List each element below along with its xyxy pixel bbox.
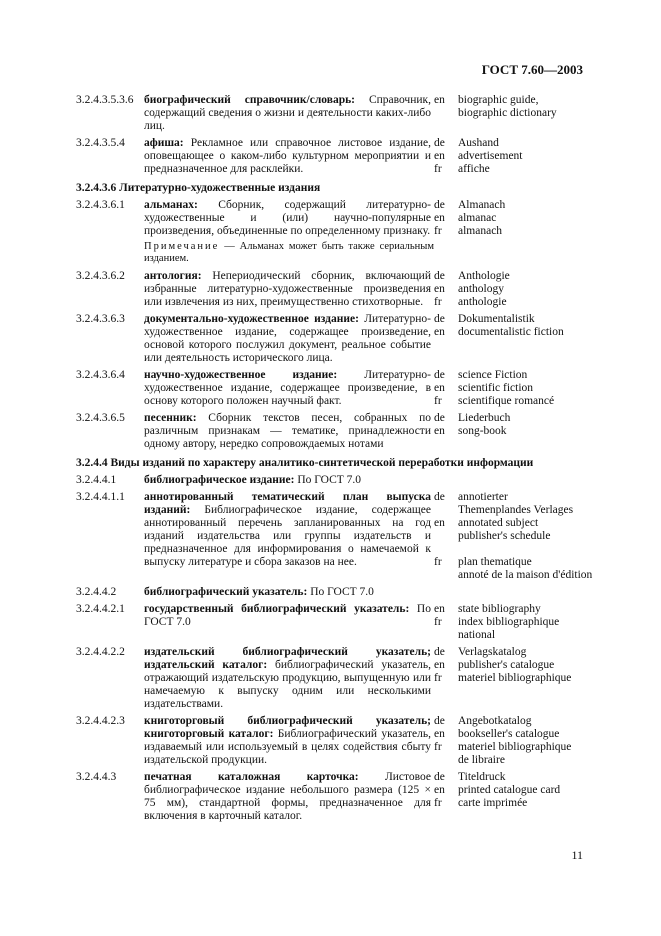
entry-number: 3.2.4.4.1.1 <box>76 491 125 503</box>
language-codes <box>434 586 458 599</box>
translation: Dokumentalistik <box>458 313 535 325</box>
translations <box>458 94 596 133</box>
entry-text: По ГОСТ 7.0 <box>144 603 431 628</box>
entry-definition <box>144 412 434 451</box>
language-code: de <box>434 199 445 211</box>
term-entry <box>76 199 596 238</box>
translation: Almanach <box>458 199 506 211</box>
translation: printed catalogue card <box>458 784 561 796</box>
translation <box>458 543 596 556</box>
page-number: 11 <box>571 848 583 862</box>
entry-term: песенник: <box>144 412 197 424</box>
entry-text: Библиографический указатель, издаваемый или используемый в целях содействия сбыту издательской продукции. <box>144 728 431 766</box>
entry-definition <box>144 94 434 133</box>
entry-term: печатная каталожная карточка: <box>144 771 359 783</box>
note-text: — Альманах может быть также сериальным изданием. <box>144 241 434 264</box>
language-code: fr <box>434 395 442 407</box>
entry-text: библиографический указатель, отражающий издательскую продукцию, выпущенную или намечаемую к выпуску одним или несколькими издательствами. <box>144 659 431 710</box>
entry-number: 3.2.4.3.6.4 <box>76 369 125 381</box>
entry-term: биографический справочник/словарь: <box>144 94 356 106</box>
translation: state bibliography <box>458 603 541 615</box>
language-code <box>434 754 458 767</box>
entry-number: 3.2.4.3.5.4 <box>76 137 125 149</box>
translation: Anthologie <box>458 270 510 282</box>
translation: advertisement <box>458 150 523 162</box>
entry-definition <box>144 270 434 309</box>
language-codes <box>434 313 458 365</box>
language-code: en <box>434 784 445 796</box>
translations <box>458 586 596 599</box>
entry-term: книготорговый библиографический указатель; книготорговый каталог: <box>144 715 431 740</box>
language-code <box>434 107 458 120</box>
translation: anthology <box>458 283 504 295</box>
term-entry <box>76 313 596 365</box>
translation: bookseller's catalogue <box>458 728 560 740</box>
translation: plan thematique <box>458 556 532 568</box>
language-codes <box>434 94 458 133</box>
translations <box>458 313 596 365</box>
translation: Verlagskatalog <box>458 646 527 658</box>
language-codes <box>434 369 458 408</box>
entry-number: 3.2.4.4.3 <box>76 771 117 783</box>
entry-term: афиша: <box>144 137 184 149</box>
translation: biographic guide, <box>458 94 539 106</box>
language-codes <box>434 715 458 767</box>
translation: materiel bibliographique <box>458 741 572 753</box>
translations <box>458 491 596 582</box>
entry-number: 3.2.4.4.2.1 <box>76 603 125 615</box>
term-entry <box>76 474 596 487</box>
translations <box>458 369 596 408</box>
translations <box>458 474 596 487</box>
language-code: en <box>434 326 445 338</box>
translation: national <box>458 629 496 641</box>
translation: annotierter <box>458 491 508 503</box>
translation: de libraire <box>458 754 505 766</box>
translation: anthologie <box>458 296 507 308</box>
language-code: en <box>434 603 445 615</box>
language-code: fr <box>434 296 442 308</box>
translation: scientific fiction <box>458 382 534 394</box>
language-code: fr <box>434 556 442 568</box>
document-body <box>76 94 596 827</box>
language-code: fr <box>434 741 442 753</box>
translation: science Fiction <box>458 369 528 381</box>
term-entry <box>76 94 596 133</box>
translation: Aushand <box>458 137 499 149</box>
translation: publisher's catalogue <box>458 659 555 671</box>
entry-term: аннотированный тематический план выпуска изданий: <box>144 491 431 516</box>
language-code: en <box>434 94 445 106</box>
entry-number: 3.2.4.3.6.1 <box>76 199 125 211</box>
language-code: de <box>434 646 445 658</box>
translations <box>458 199 596 238</box>
entry-definition <box>144 474 434 487</box>
language-code: de <box>434 137 445 149</box>
language-code <box>434 569 458 582</box>
language-codes <box>434 771 458 823</box>
translations <box>458 715 596 767</box>
language-code: de <box>434 412 445 424</box>
term-entry <box>76 603 596 642</box>
language-code: en <box>434 728 445 740</box>
language-code: de <box>434 270 445 282</box>
language-code: en <box>434 517 445 529</box>
language-code: fr <box>434 616 442 628</box>
language-code: en <box>434 425 445 437</box>
note-label: Примечание <box>144 241 220 252</box>
entry-number: 3.2.4.4.2.2 <box>76 646 125 658</box>
term-entry <box>76 715 596 767</box>
language-code: fr <box>434 225 442 237</box>
entry-definition <box>144 715 434 767</box>
entry-term: библиографическое издание: <box>144 474 295 486</box>
language-code: de <box>434 369 445 381</box>
entry-text: Непериодический сборник, включающий избранные литературно-художественные произведения или извлечения из них, преимущественно стихотворные. <box>144 270 431 308</box>
translation: affiche <box>458 163 490 175</box>
language-codes <box>434 137 458 176</box>
entry-term: антология: <box>144 270 202 282</box>
translation: Themenplandes Verlages <box>458 504 574 516</box>
section-heading: 3.2.4.4 Виды изданий по характеру аналитико-синтетической переработки информации <box>76 457 534 469</box>
language-code: en <box>434 283 445 295</box>
translation: materiel bibliographique <box>458 672 572 684</box>
entry-text: Библиографическое издание, содержащее аннотированный перечень запланированных на год изданий издательства или группы издательств и предназначенное для информирования о намечаемой к выпуску литературе и сбора заказов на нее. <box>144 504 431 568</box>
translation: almanach <box>458 225 503 237</box>
language-codes <box>434 412 458 451</box>
translation: annotated subject <box>458 517 539 529</box>
translation: Titeldruck <box>458 771 506 783</box>
language-code <box>434 629 458 642</box>
entry-definition <box>144 199 434 238</box>
entry-term: документально-художественное издание: <box>144 313 359 325</box>
language-code: de <box>434 715 445 727</box>
entry-definition <box>144 646 434 711</box>
translations <box>458 646 596 711</box>
entry-definition <box>144 603 434 642</box>
entry-number: 3.2.4.3.6.5 <box>76 412 125 424</box>
term-entry <box>76 646 596 711</box>
translation: scientifique romancé <box>458 395 555 407</box>
entry-text: Сборник, содержащий литературно-художественные и (или) научно-популярные произведения, объединенные по определенному признаку. <box>144 199 431 237</box>
term-entry <box>76 369 596 408</box>
translation: Angebotkatalog <box>458 715 532 727</box>
section-heading: 3.2.4.3.6 Литературно-художественные издания <box>76 182 321 194</box>
entry-term: государственный библиографический указатель: <box>144 603 410 615</box>
translation: index bibliographique <box>458 616 560 628</box>
entry-text: Рекламное или справочное листовое издание, оповещающее о каком-либо культурном мероприятии и предназначенное для расклейки. <box>144 137 431 175</box>
term-entry <box>76 270 596 309</box>
language-codes <box>434 491 458 582</box>
translation: documentalistic fiction <box>458 326 564 338</box>
language-code: fr <box>434 163 442 175</box>
language-codes <box>434 474 458 487</box>
term-entry <box>76 771 596 823</box>
language-code: en <box>434 150 445 162</box>
translations <box>458 412 596 451</box>
language-code: de <box>434 771 445 783</box>
entry-number: 3.2.4.4.1 <box>76 474 117 486</box>
term-entry <box>76 137 596 176</box>
language-code <box>434 543 458 556</box>
entry-definition <box>144 771 434 823</box>
translation: Liederbuch <box>458 412 511 424</box>
translation: song-book <box>458 425 507 437</box>
entry-definition <box>144 137 434 176</box>
entry-definition <box>144 491 434 582</box>
entry-text: По ГОСТ 7.0 <box>307 586 374 598</box>
language-code: de <box>434 491 445 503</box>
entry-definition <box>144 586 434 599</box>
language-code <box>434 530 458 543</box>
entry-text: Литературно-художественное издание, содержащее произведение, основой которого послужил документ, реальное событие или деятельность исторического лица. <box>144 313 431 364</box>
entry-text: Литературно-художественное издание, содержащее произведение, в основу которого положен научный факт. <box>144 369 431 407</box>
translations <box>458 771 596 823</box>
entry-term: научно-художественное издание: <box>144 369 338 381</box>
entry-term: альманах: <box>144 199 198 211</box>
page-header: ГОСТ 7.60—2003 <box>481 62 583 77</box>
entry-definition <box>144 369 434 408</box>
translations <box>458 137 596 176</box>
entry-number: 3.2.4.3.5.3.6 <box>76 94 134 106</box>
language-code: de <box>434 313 445 325</box>
entry-text: Листовое библиографическое издание небольшого размера (125 × 75 мм), стандартной формы, предназначенное для включения в карточный каталог. <box>144 771 431 822</box>
language-codes <box>434 270 458 309</box>
translation: almanac <box>458 212 497 224</box>
entry-text: Сборник текстов песен, собранных по различным признакам — тематике, принадлежности одному автору, нередко сопровождаемых нотами <box>144 412 431 450</box>
translation: carte imprimée <box>458 797 528 809</box>
translation: publisher's schedule <box>458 530 551 542</box>
language-code: en <box>434 212 445 224</box>
note-block <box>144 241 434 265</box>
entry-number: 3.2.4.4.2.3 <box>76 715 125 727</box>
language-code: fr <box>434 672 442 684</box>
translations <box>458 270 596 309</box>
entry-number: 3.2.4.3.6.3 <box>76 313 125 325</box>
translation: biographic dictionary <box>458 107 557 119</box>
entry-definition <box>144 313 434 365</box>
language-codes <box>434 646 458 711</box>
entry-term: библиографический указатель: <box>144 586 308 598</box>
translations <box>458 603 596 642</box>
language-codes <box>434 199 458 238</box>
term-entry <box>76 491 596 582</box>
term-entry <box>76 412 596 451</box>
language-code <box>434 504 458 517</box>
language-code: en <box>434 659 445 671</box>
entry-term: издательский библиографический указатель; издательский каталог: <box>144 646 431 671</box>
language-codes <box>434 603 458 642</box>
entry-text: По ГОСТ 7.0 <box>294 474 362 486</box>
translation: annoté de la maison d'édition <box>458 569 593 581</box>
language-code: en <box>434 382 445 394</box>
term-entry <box>76 586 596 599</box>
language-code: fr <box>434 797 442 809</box>
entry-number: 3.2.4.3.6.2 <box>76 270 125 282</box>
entry-text: Справочник, содержащий сведения о жизни и деятельности каких-либо лиц. <box>144 94 431 132</box>
entry-number: 3.2.4.4.2 <box>76 586 117 598</box>
